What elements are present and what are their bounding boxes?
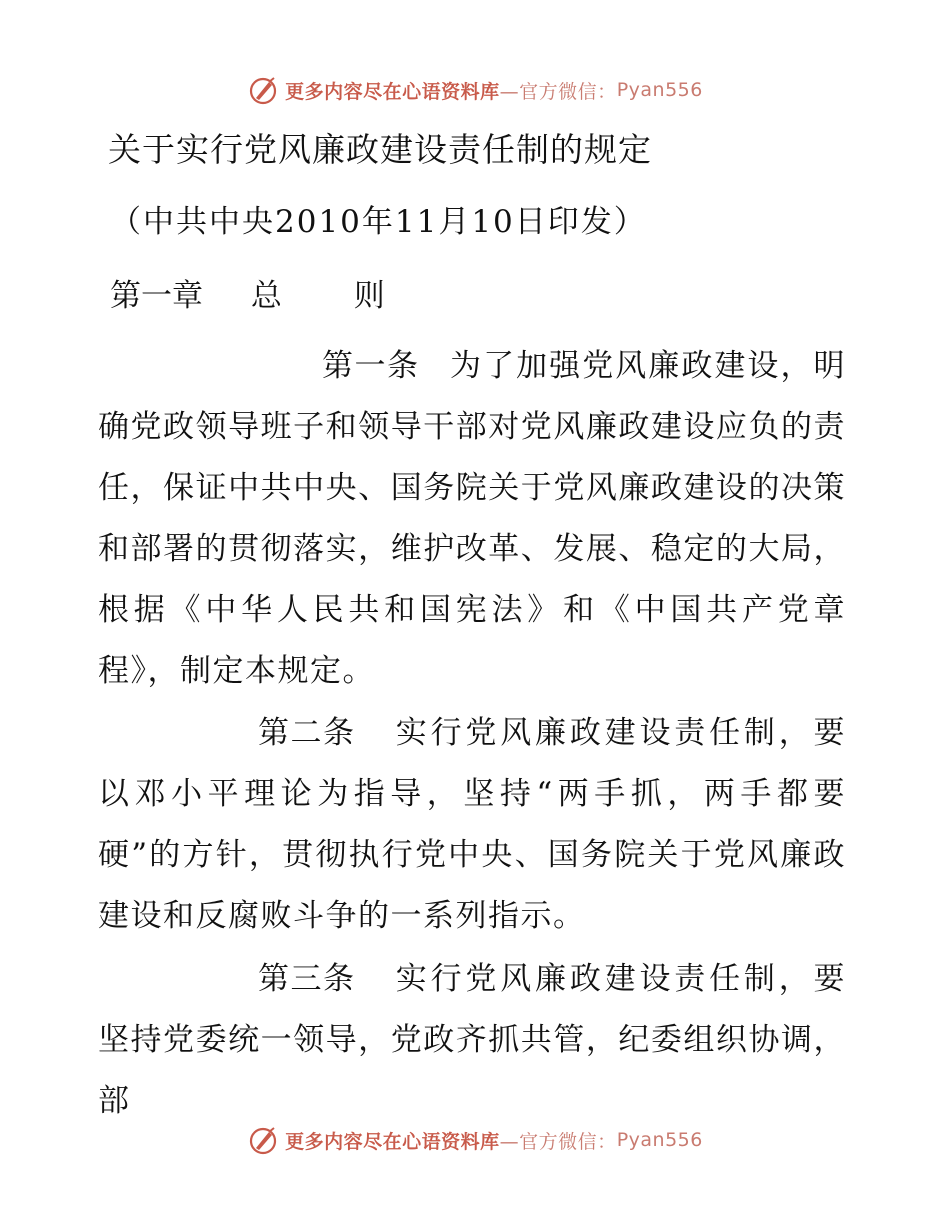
banner-separator-text: —官方微信： xyxy=(499,1130,617,1153)
article-1-text: 为了加强党风廉政建设，明确党政领导班子和领导干部对党风廉政建设应负的责任，保证中共中央、国务院关于党风廉政建设的决策和部署的贯彻落实，维护改革、发展、稳定的大局，根据《中华人民共和国宪法》和《中国共产党章程》，制定本规定。 xyxy=(98,348,846,689)
banner-wechat-id: Pyan556 xyxy=(616,1129,703,1151)
quill-circle-logo-icon xyxy=(247,1124,279,1156)
document-subtitle: （中共中央2010年11月10日印发） xyxy=(110,204,647,240)
article-2-heading: 第二条 xyxy=(258,715,356,751)
article-3-text: 实行党风廉政建设责任制，要坚持党委统一领导，党政齐抓共管，纪委组织协调，部 xyxy=(98,961,846,1119)
quill-circle-logo-icon xyxy=(247,74,279,106)
article-3 xyxy=(98,949,846,1132)
chapter-label: 第一章 xyxy=(110,278,203,314)
banner-separator-text: —官方微信： xyxy=(499,80,617,103)
banner-main-text: 更多内容尽在心语资料库 xyxy=(285,1130,500,1153)
watermark-banner-top xyxy=(0,70,950,110)
banner-main-text: 更多内容尽在心语资料库 xyxy=(285,80,500,103)
chapter-heading xyxy=(110,270,385,315)
article-2 xyxy=(98,703,846,947)
watermark-banner-bottom xyxy=(0,1120,950,1160)
article-3-heading: 第三条 xyxy=(258,961,356,997)
article-1 xyxy=(98,336,846,702)
article-1-heading: 第一条 xyxy=(322,348,420,384)
banner-wechat-id: Pyan556 xyxy=(616,79,703,101)
chapter-name-part-1: 总 xyxy=(250,278,282,314)
chapter-name-part-2: 则 xyxy=(353,278,385,314)
document-title: 关于实行党风廉政建设责任制的规定 xyxy=(108,130,652,169)
article-2-text: 实行党风廉政建设责任制，要以邓小平理论为指导，坚持“两手抓，两手都要硬”的方针，贯彻执行党中央、国务院关于党风廉政建设和反腐败斗争的一系列指示。 xyxy=(98,715,846,934)
